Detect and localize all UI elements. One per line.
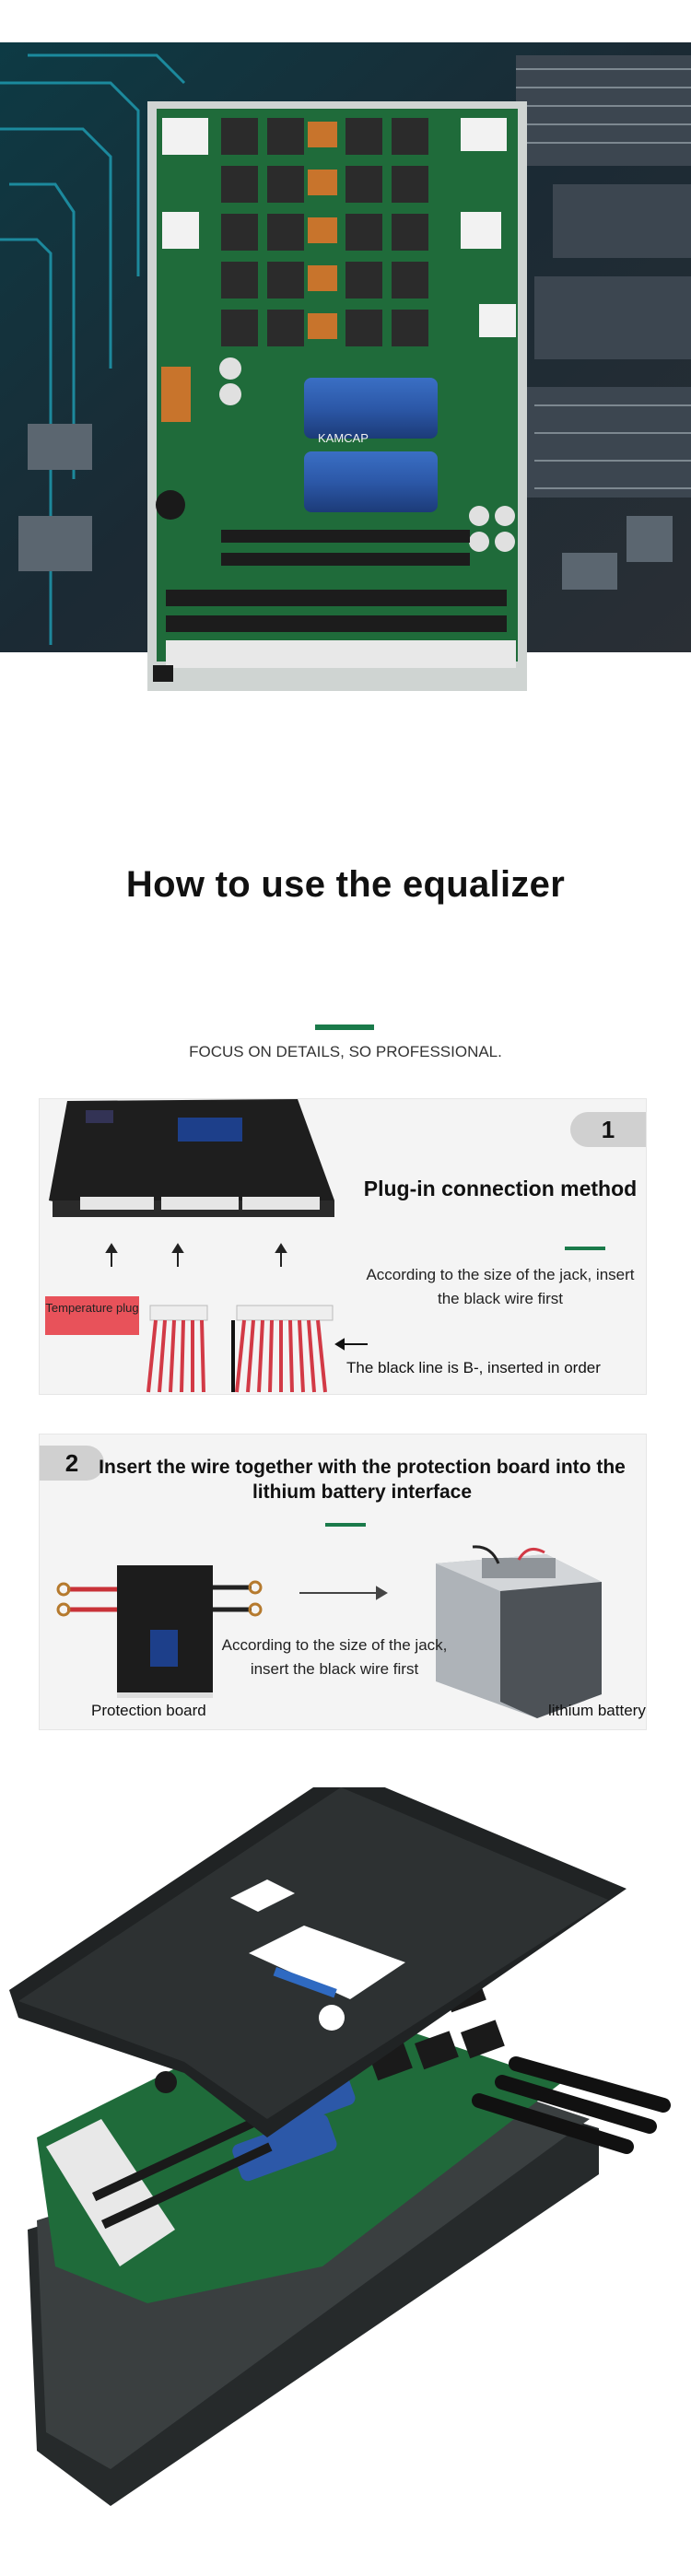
title-accent-bar: [315, 1025, 374, 1030]
capacitor-label: KAMCAP: [318, 431, 369, 445]
step1-illustration: [40, 1099, 646, 1394]
step2-accent-bar: [325, 1523, 366, 1527]
step1-accent-bar: [565, 1247, 605, 1250]
step2-panel: [39, 1434, 647, 1730]
step2-description: According to the size of the jack, insert the black wire first: [221, 1636, 448, 1678]
lithium-battery-label: lithium battery: [548, 1702, 646, 1719]
protection-board-label: Protection board: [91, 1702, 206, 1719]
step1-number-badge: 1: [570, 1112, 646, 1147]
step2-heading: Insert the wire together with the protection board into the lithium battery interface: [99, 1457, 626, 1503]
hero-illustration: [0, 0, 691, 700]
exploded-product-image: [0, 1787, 691, 2576]
step1-black-line-note: The black line is B-, inserted in order: [346, 1359, 601, 1376]
exploded-illustration: [0, 1787, 691, 2576]
step1-description: According to the size of the jack, insert the black wire first: [366, 1266, 635, 1307]
step1-heading: Plug-in connection method: [363, 1177, 638, 1200]
hero-pcb-image: [0, 0, 691, 700]
step2-number-badge: 2: [40, 1446, 104, 1481]
section-tagline: FOCUS ON DETAILS, SO PROFESSIONAL.: [189, 1043, 502, 1060]
step1-panel: [39, 1098, 647, 1395]
temperature-plug-label: Temperature plug: [45, 1296, 139, 1335]
section-title: How to use the equalizer: [125, 864, 566, 905]
